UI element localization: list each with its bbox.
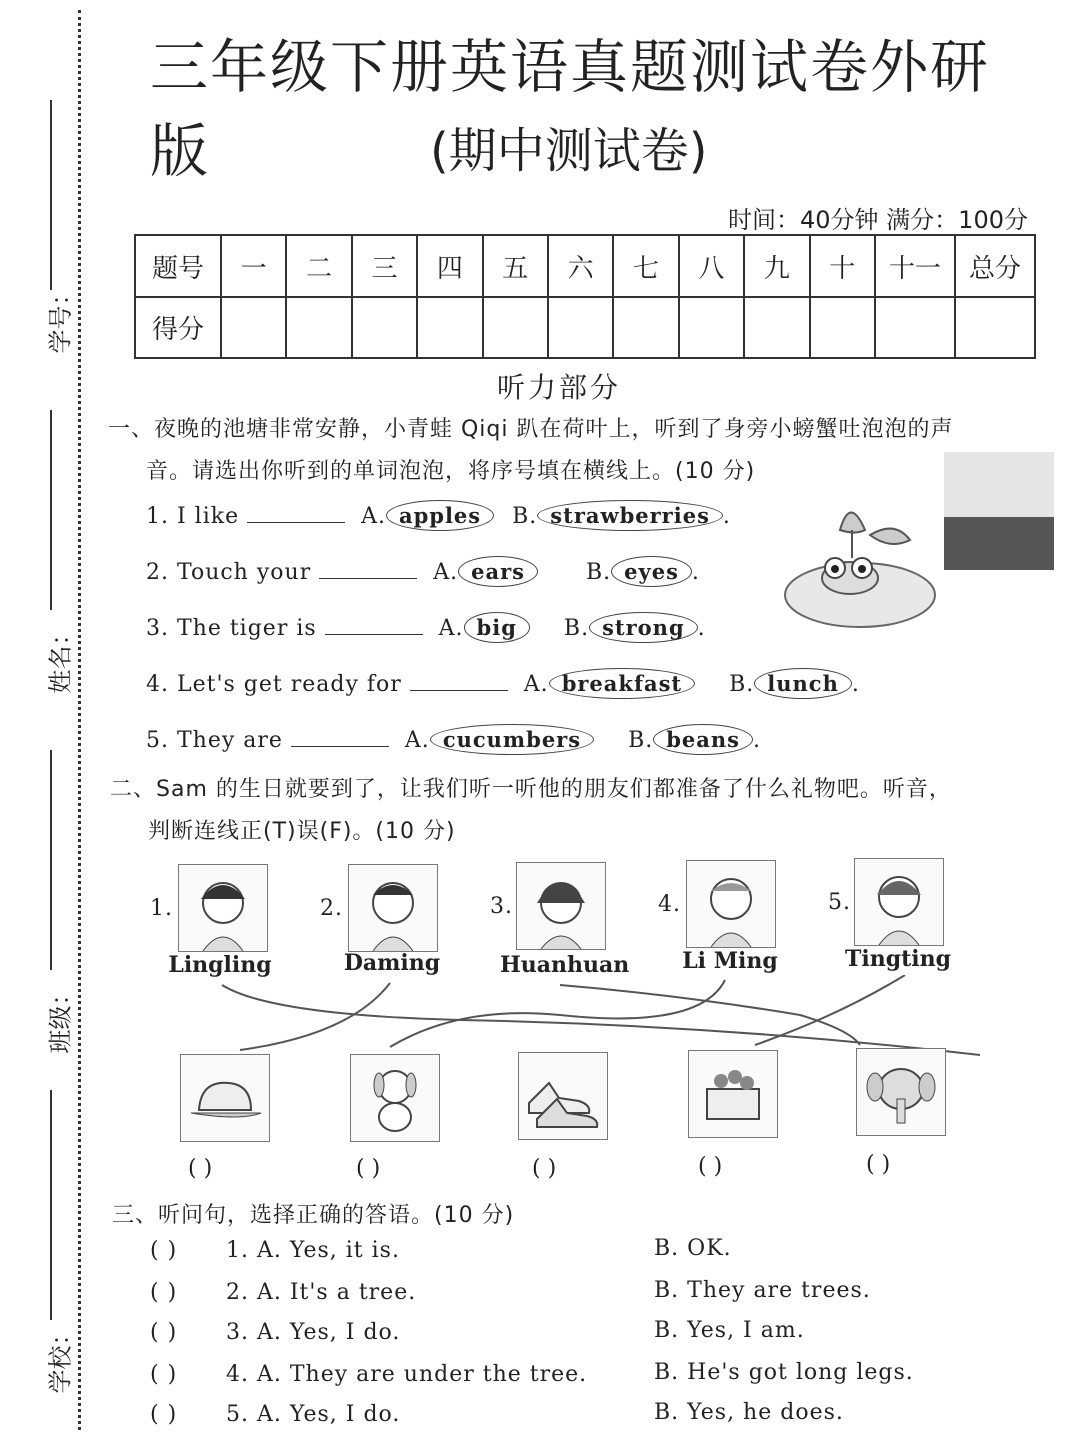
cap-icon xyxy=(181,1055,269,1141)
q3-3-option-b: B. Yes, I am. xyxy=(654,1318,805,1343)
word-bubble: beans xyxy=(653,724,753,755)
frog-on-lilypad-icon xyxy=(780,490,940,640)
word-bubble: big xyxy=(464,612,530,643)
word-bubble: strawberries xyxy=(537,500,723,531)
section1-instruction-line1: 一、夜晚的池塘非常安静，小青蛙 Qiqi 趴在荷叶上，听到了身旁小螃蟹吐泡泡的声 xyxy=(108,417,954,442)
class-label: 班级： xyxy=(46,981,75,1054)
q3-4-option-a: 4. A. They are under the tree. xyxy=(226,1362,588,1387)
word-bubble: ears xyxy=(458,556,538,587)
score-input-cell[interactable] xyxy=(810,297,875,358)
section3-instruction: 三、听问句，选择正确的答语。(10 分) xyxy=(112,1203,515,1228)
girl-portrait-icon xyxy=(178,864,268,952)
score-header-cell: 二 xyxy=(286,235,351,297)
person-number: 2. xyxy=(320,896,343,921)
score-input-cell[interactable] xyxy=(483,297,548,358)
score-header-cell: 五 xyxy=(483,235,548,297)
score-table-header-row xyxy=(135,235,1035,297)
school-rule xyxy=(50,1090,52,1320)
word-bubble: lunch xyxy=(754,668,852,699)
score-input-cell[interactable] xyxy=(875,297,955,358)
q3-1-option-a: 1. A. Yes, it is. xyxy=(226,1238,400,1263)
answer-blank[interactable] xyxy=(247,504,345,523)
score-input-cell[interactable] xyxy=(286,297,351,358)
q3-row: 3. The tiger is A. big B. strong . xyxy=(146,612,706,643)
q3-3-option-a: 3. A. Yes, I do. xyxy=(226,1320,401,1345)
boy-portrait-icon xyxy=(686,860,776,948)
person-name: Daming xyxy=(343,950,441,976)
binding-dotted-line xyxy=(78,10,81,1430)
q3-4-parenthesis[interactable]: ( ) xyxy=(150,1362,178,1387)
class-rule xyxy=(50,750,52,970)
person-number: 5. xyxy=(828,890,851,915)
elephant-bag-icon xyxy=(857,1049,945,1135)
word-bubble: eyes xyxy=(611,556,692,587)
q3-2-parenthesis[interactable]: ( ) xyxy=(150,1280,178,1305)
score-header-cell: 三 xyxy=(352,235,417,297)
section2-instruction-line2: 判断连线正(T)误(F)。(10 分) xyxy=(148,819,456,844)
tf-answer-parenthesis[interactable]: ( ) xyxy=(356,1156,381,1181)
q3-3-parenthesis[interactable]: ( ) xyxy=(150,1320,178,1345)
section1-instruction-line2: 音。请选出你听到的单词泡泡，将序号填在横线上。(10 分) xyxy=(146,459,756,484)
q3-4-option-b: B. He's got long legs. xyxy=(654,1360,914,1385)
answer-blank[interactable] xyxy=(319,560,417,579)
q3-2-option-a: 2. A. It's a tree. xyxy=(226,1280,417,1305)
school-label: 学校： xyxy=(46,1321,75,1394)
option-label: B. xyxy=(585,560,612,585)
score-table-score-row xyxy=(135,297,1035,358)
word-bubble: breakfast xyxy=(549,668,695,699)
score-input-cell[interactable] xyxy=(548,297,613,358)
toy-dog-icon xyxy=(351,1055,439,1141)
option-label: B. xyxy=(512,504,538,529)
q3-5-option-b: B. Yes, he does. xyxy=(654,1400,844,1425)
option-label: A. xyxy=(438,616,464,641)
girl-portrait-icon xyxy=(516,862,606,950)
score-header-cell: 七 xyxy=(613,235,678,297)
page-title: 三年级下册英语真题测试卷外研版 xyxy=(150,33,991,185)
tf-answer-parenthesis[interactable]: ( ) xyxy=(866,1152,891,1177)
answer-blank[interactable] xyxy=(291,728,389,747)
score-table xyxy=(134,234,1036,359)
name-label: 姓名： xyxy=(46,621,75,694)
q1-row: 1. I like A. apples B. strawberries . xyxy=(146,500,731,531)
option-label: A. xyxy=(523,672,549,697)
question-stem: 2. Touch your xyxy=(146,560,312,585)
score-header-cell: 题号 xyxy=(135,235,221,297)
gift-box xyxy=(350,1054,440,1142)
person-name: Li Ming xyxy=(682,948,778,974)
score-input-cell[interactable] xyxy=(221,297,286,358)
score-header-cell: 十一 xyxy=(875,235,955,297)
cake-icon xyxy=(689,1051,777,1137)
score-input-cell[interactable] xyxy=(955,297,1035,358)
score-input-cell[interactable] xyxy=(417,297,482,358)
person-number: 3. xyxy=(490,894,513,919)
page-subtitle: (期中测试卷) xyxy=(430,123,708,179)
qr-code-icon xyxy=(944,452,1054,570)
person-number: 4. xyxy=(658,892,681,917)
q3-2-option-b: B. They are trees. xyxy=(654,1278,871,1303)
name-rule xyxy=(50,410,52,610)
student-id-label: 学号： xyxy=(46,281,75,354)
tf-answer-parenthesis[interactable]: ( ) xyxy=(188,1156,213,1181)
score-input-cell[interactable] xyxy=(744,297,809,358)
question-stem: 5. They are xyxy=(146,728,283,753)
score-row-label: 得分 xyxy=(135,297,221,358)
word-bubble: strong xyxy=(589,612,698,643)
answer-blank[interactable] xyxy=(410,672,508,691)
student-id-rule xyxy=(50,100,52,290)
person-name: Tingting xyxy=(844,946,951,972)
option-label: B. xyxy=(628,728,654,753)
section2-instruction-line1: 二、Sam 的生日就要到了，让我们听一听他的朋友们都准备了什么礼物吧。听音， xyxy=(110,777,952,802)
score-header-cell: 总分 xyxy=(955,235,1035,297)
person-number: 1. xyxy=(150,896,173,921)
question-stem: 4. Let's get ready for xyxy=(146,672,402,697)
score-header-cell: 一 xyxy=(221,235,286,297)
gift-box xyxy=(518,1052,608,1140)
q4-row: 4. Let's get ready for A. breakfast B. lunch . xyxy=(146,668,860,699)
score-header-cell: 八 xyxy=(679,235,744,297)
shoes-icon xyxy=(519,1053,607,1139)
score-header-cell: 四 xyxy=(417,235,482,297)
person-name: Huanhuan xyxy=(500,952,630,978)
option-label: B. xyxy=(729,672,755,697)
q2-row: 2. Touch your A. ears B. eyes . xyxy=(146,556,700,587)
score-input-cell[interactable] xyxy=(352,297,417,358)
question-stem: 3. The tiger is xyxy=(146,616,317,641)
person-name: Lingling xyxy=(168,952,272,978)
answer-blank[interactable] xyxy=(325,616,423,635)
word-bubble: cucumbers xyxy=(430,724,594,755)
boy-portrait-icon xyxy=(348,864,438,952)
listening-section-heading: 听力部分 xyxy=(497,371,622,404)
q3-5-option-a: 5. A. Yes, I do. xyxy=(226,1402,401,1427)
question-stem: 1. I like xyxy=(146,504,240,529)
word-bubble: apples xyxy=(386,500,494,531)
tf-answer-parenthesis[interactable]: ( ) xyxy=(698,1154,723,1179)
gift-box xyxy=(856,1048,946,1136)
gift-box xyxy=(180,1054,270,1142)
option-label: A. xyxy=(433,560,459,585)
option-label: A. xyxy=(361,504,386,529)
option-label: A. xyxy=(404,728,430,753)
q3-1-option-b: B. OK. xyxy=(654,1236,732,1261)
option-label: B. xyxy=(563,616,590,641)
girl-portrait-icon xyxy=(854,858,944,946)
score-input-cell[interactable] xyxy=(679,297,744,358)
q3-1-parenthesis[interactable]: ( ) xyxy=(150,1238,178,1263)
score-header-cell: 十 xyxy=(810,235,875,297)
score-header-cell: 九 xyxy=(744,235,809,297)
exam-meta: 时间：40分钟 满分：100分 xyxy=(728,206,1028,234)
score-input-cell[interactable] xyxy=(613,297,678,358)
gift-box xyxy=(688,1050,778,1138)
q3-5-parenthesis[interactable]: ( ) xyxy=(150,1402,178,1427)
q5-row: 5. They are A. cucumbers B. beans . xyxy=(146,724,761,755)
tf-answer-parenthesis[interactable]: ( ) xyxy=(532,1156,557,1181)
score-header-cell: 六 xyxy=(548,235,613,297)
